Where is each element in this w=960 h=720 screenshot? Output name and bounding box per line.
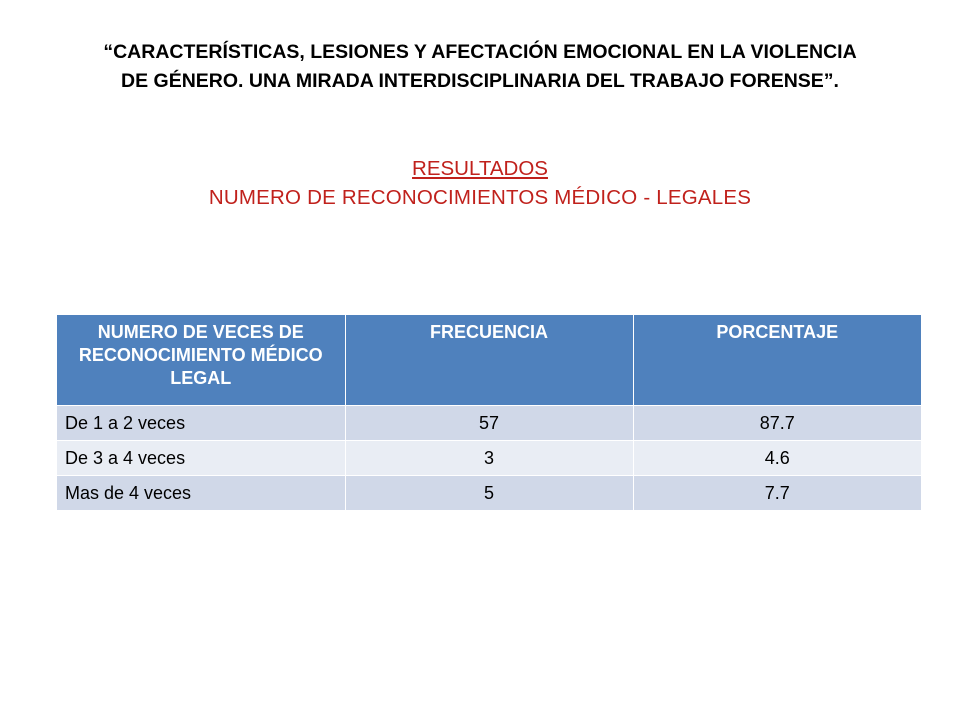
slide-title [40,38,920,96]
table-subtitle: NUMERO DE RECONOCIMIENTOS MÉDICO - LEGALES [208,186,752,209]
title-line-2: DE GÉNERO. UNA MIRADA INTERDISCIPLINARIA DEL TRABAJO FORENSE”. [121,70,839,92]
results-heading: RESULTADOS [412,157,548,180]
row-label: De 3 a 4 veces [57,441,345,476]
row-label: De 1 a 2 veces [57,406,345,441]
table-row [57,441,921,476]
row-label: Mas de 4 veces [57,476,345,511]
row-percentage: 7.7 [633,476,921,511]
table-row [57,406,921,441]
section-heading [40,154,920,212]
header-times: NUMERO DE VECES DE RECONOCIMIENTO MÉDICO LEGAL [57,315,345,406]
row-percentage: 87.7 [633,406,921,441]
results-table [57,315,921,510]
table-row [57,476,921,511]
title-line-1: “CARACTERÍSTICAS, LESIONES Y AFECTACIÓN EMOCIONAL EN LA VIOLENCIA [103,41,857,63]
header-frequency: FRECUENCIA [345,315,633,406]
row-frequency: 3 [345,441,633,476]
row-frequency: 5 [345,476,633,511]
header-percentage: PORCENTAJE [633,315,921,406]
row-percentage: 4.6 [633,441,921,476]
row-frequency: 57 [345,406,633,441]
table-header-row [57,315,921,406]
